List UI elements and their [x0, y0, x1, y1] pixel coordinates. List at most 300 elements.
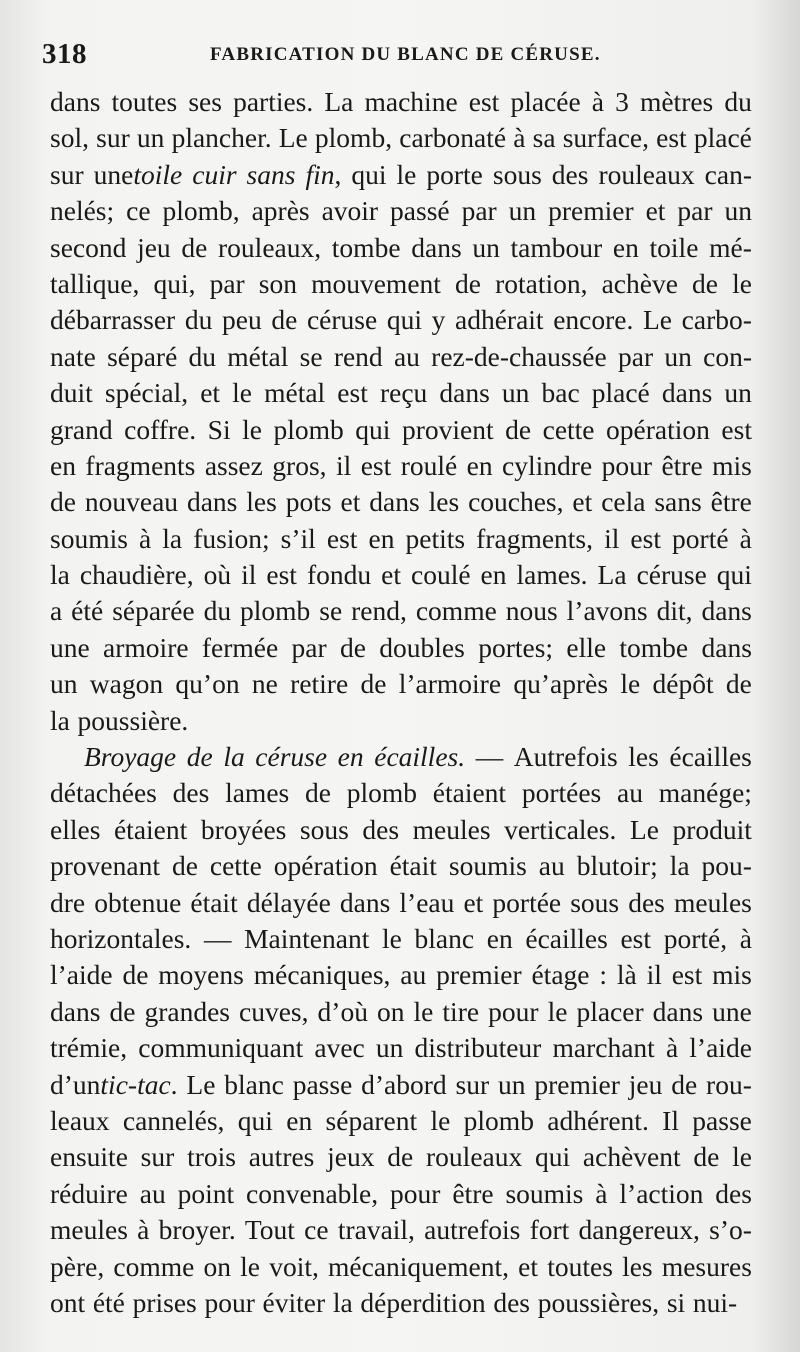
- word: trémie,: [50, 1032, 128, 1064]
- word: broyer.: [158, 1214, 236, 1246]
- word: qui,: [153, 267, 196, 299]
- word: ensuite: [50, 1141, 128, 1173]
- word: lames: [225, 777, 290, 809]
- word: Le: [643, 304, 673, 336]
- word: était: [190, 886, 238, 918]
- word: métal: [264, 377, 326, 409]
- text-line: [50, 885, 752, 921]
- word: au: [400, 959, 427, 991]
- word: qu’après: [513, 668, 609, 700]
- word: marchant: [552, 1032, 655, 1064]
- text-line: [50, 957, 752, 993]
- text-line: [50, 630, 752, 666]
- word: adhérent.: [547, 1104, 649, 1136]
- word: le: [430, 1104, 451, 1136]
- word: cuves,: [239, 995, 309, 1027]
- word: sol,: [50, 122, 89, 154]
- word: convenable,: [246, 1177, 379, 1209]
- word: à: [739, 522, 752, 554]
- word: toutes: [111, 86, 178, 117]
- word: les: [622, 1250, 653, 1282]
- word: si: [666, 1286, 686, 1318]
- word: Tout: [244, 1214, 295, 1246]
- word: Le: [186, 1068, 216, 1100]
- word: fragments: [85, 449, 196, 481]
- word: de: [171, 850, 198, 882]
- word: communiquant: [138, 1032, 304, 1064]
- word: de: [109, 995, 136, 1027]
- word: pour: [390, 1177, 441, 1209]
- word: :: [599, 959, 607, 991]
- word: tire: [442, 995, 480, 1027]
- word: qui: [535, 1141, 571, 1173]
- word: armoire: [103, 631, 189, 663]
- text-line: [50, 921, 752, 957]
- word: meules: [673, 886, 752, 918]
- word: porte: [426, 158, 483, 190]
- word: délayée: [246, 886, 331, 918]
- word: rez-de-chaussée: [431, 340, 607, 372]
- word: opération: [606, 413, 710, 445]
- word: parties.: [233, 86, 314, 117]
- text-line: [50, 1212, 752, 1248]
- word: il: [604, 522, 620, 554]
- word: surface,: [562, 122, 649, 154]
- word: plomb,: [162, 195, 240, 227]
- word: un: [498, 1068, 526, 1100]
- word: elle: [566, 631, 607, 663]
- word: obtenue: [94, 886, 182, 918]
- running-title: FABRICATION DU BLANC DE CÉRUSE.: [210, 44, 601, 65]
- word: can-: [704, 158, 752, 190]
- word: cuir: [192, 158, 237, 190]
- word: doubles: [379, 631, 465, 663]
- word: jeux: [327, 1141, 375, 1173]
- word: point: [177, 1177, 235, 1209]
- text-line: [50, 1139, 752, 1175]
- text-line: [50, 1249, 752, 1285]
- word: placé: [591, 377, 650, 409]
- word: au: [393, 340, 420, 372]
- word: nous: [505, 595, 558, 627]
- word: à: [139, 522, 152, 554]
- word: a: [50, 595, 63, 627]
- word: ont: [50, 1286, 86, 1318]
- word: trois: [187, 1141, 236, 1173]
- word: écailles: [669, 741, 752, 773]
- word: s’o-: [709, 1214, 752, 1246]
- word: premier: [548, 195, 634, 227]
- word: de: [271, 304, 298, 336]
- word: et: [518, 1250, 539, 1282]
- word: Le: [278, 122, 308, 154]
- word: céruse: [636, 559, 707, 591]
- word: de: [725, 668, 752, 700]
- word: été: [71, 595, 104, 627]
- word: l’aide: [689, 1032, 752, 1064]
- word: et: [340, 486, 361, 518]
- word: leaux: [50, 1104, 110, 1136]
- text-line: [50, 266, 752, 302]
- word: ses: [188, 86, 222, 117]
- word: tombe: [331, 231, 401, 263]
- word: dans: [411, 231, 462, 263]
- word: la: [223, 741, 245, 773]
- word: des: [172, 777, 210, 809]
- word: en: [337, 741, 364, 773]
- word: sous: [570, 886, 620, 918]
- word: gros,: [272, 449, 327, 481]
- word: tombe: [619, 631, 689, 663]
- word: l’aide: [50, 959, 113, 991]
- word: le: [732, 267, 752, 299]
- word: un: [664, 340, 692, 372]
- word: une: [712, 995, 752, 1027]
- word: les: [428, 486, 460, 518]
- word: mis: [712, 959, 752, 991]
- text-line: [50, 412, 752, 448]
- word: rend,: [351, 595, 407, 627]
- word: ce: [304, 1214, 329, 1246]
- text-line: [50, 775, 752, 811]
- word: de: [122, 959, 149, 991]
- word: nui-: [692, 1286, 738, 1318]
- word: soumis: [505, 1177, 584, 1209]
- word: de: [305, 777, 331, 809]
- word: 3: [615, 86, 629, 117]
- word: des: [628, 886, 665, 918]
- word: le: [620, 668, 641, 700]
- word: reçu: [379, 377, 428, 409]
- word: nelés;: [50, 195, 115, 227]
- word: des: [715, 1177, 752, 1209]
- word: est: [337, 377, 368, 409]
- word: de: [340, 631, 366, 663]
- word: Il: [662, 1104, 679, 1136]
- word: être: [661, 449, 703, 481]
- word: con-: [703, 340, 752, 372]
- word: de: [693, 1141, 720, 1173]
- word: un: [472, 231, 500, 263]
- text-line: [50, 302, 752, 338]
- word: à: [595, 1177, 608, 1209]
- text-line: [50, 703, 752, 739]
- word: toutes: [547, 1250, 613, 1282]
- word: séparée: [112, 595, 195, 627]
- word: se: [319, 595, 343, 627]
- word: et: [381, 559, 401, 591]
- word: le: [732, 1141, 752, 1173]
- word: un: [375, 1032, 404, 1064]
- word: dans: [439, 377, 490, 409]
- word: des: [493, 1286, 530, 1318]
- word: dans: [701, 595, 752, 627]
- word: verticales.: [504, 813, 617, 845]
- word: fermée: [201, 631, 279, 663]
- word: soumis: [50, 522, 128, 554]
- word: pour: [601, 449, 653, 481]
- word: est: [326, 522, 358, 554]
- word: par: [209, 267, 245, 299]
- word: réduire: [50, 1177, 128, 1209]
- text-line: [50, 193, 752, 229]
- word: nouveau: [84, 486, 179, 518]
- word: de: [505, 413, 532, 445]
- word: poussière.: [77, 704, 189, 736]
- text-line: [50, 230, 752, 266]
- word: rouleaux: [598, 158, 695, 190]
- word: meules: [50, 1214, 128, 1246]
- word: ne: [251, 668, 278, 700]
- word: en: [50, 449, 76, 481]
- word: été: [92, 1286, 125, 1318]
- word: à: [137, 1214, 150, 1246]
- word: le: [242, 413, 262, 445]
- word: est: [721, 413, 752, 445]
- word: fragments,: [476, 522, 594, 554]
- word: le: [547, 995, 568, 1027]
- word: coffre.: [124, 413, 197, 445]
- word: rouleaux,: [218, 231, 322, 263]
- word: en: [286, 1104, 313, 1136]
- word: à: [513, 122, 526, 154]
- word: provenant: [50, 850, 160, 882]
- text-line: [50, 375, 752, 411]
- word: père,: [50, 1250, 105, 1282]
- word: pour: [204, 1286, 255, 1318]
- word: le: [232, 377, 253, 409]
- text-line: [50, 120, 752, 156]
- word: premier: [534, 1068, 620, 1100]
- word: de: [181, 231, 208, 263]
- word: écailles: [525, 922, 608, 954]
- word: d’où: [317, 995, 368, 1027]
- word: dans: [661, 377, 713, 409]
- word: est: [630, 522, 661, 554]
- word: fusion;: [193, 522, 270, 554]
- word: et: [572, 486, 593, 518]
- word: elles: [50, 813, 101, 845]
- word: mé-: [709, 231, 752, 263]
- text-line: [50, 848, 752, 884]
- word: dre: [50, 886, 86, 918]
- word: écailles.: [374, 741, 466, 773]
- word: il: [646, 959, 662, 991]
- word: de: [186, 741, 213, 773]
- word: manége;: [658, 777, 752, 809]
- word: fondu: [306, 559, 372, 591]
- word: séparent: [325, 1104, 418, 1136]
- word: nate: [50, 340, 96, 372]
- word: comme: [415, 595, 497, 627]
- word: fin,: [305, 158, 342, 190]
- word: l’avons: [566, 595, 648, 627]
- word: broyées: [200, 813, 287, 845]
- word: placée: [510, 86, 581, 117]
- word: à: [739, 922, 752, 954]
- word: qui: [351, 158, 387, 190]
- text-line: [50, 157, 752, 193]
- word: un: [50, 668, 78, 700]
- word: l’action: [619, 1177, 704, 1209]
- word: après: [251, 195, 310, 227]
- word: le: [240, 1250, 261, 1282]
- word: second: [50, 231, 127, 263]
- word: un: [724, 195, 752, 227]
- word: mécaniques,: [253, 959, 391, 991]
- word: plomb: [346, 777, 418, 809]
- text-line: [50, 994, 752, 1030]
- word: peu: [221, 304, 262, 336]
- word: on: [203, 1250, 231, 1282]
- word: en: [486, 922, 513, 954]
- word: avoir: [321, 195, 379, 227]
- text-line: [50, 812, 752, 848]
- word: est: [620, 922, 652, 954]
- word: cette: [542, 413, 595, 445]
- text-line: [50, 339, 752, 375]
- text-line: [50, 666, 752, 702]
- word: lames.: [516, 559, 588, 591]
- word: et: [200, 377, 221, 409]
- text-line: [50, 84, 752, 120]
- page-header: [42, 38, 762, 78]
- word: dans: [339, 886, 391, 918]
- word: il: [241, 559, 257, 591]
- word: les: [628, 741, 659, 773]
- word: opération: [273, 850, 378, 882]
- word: sous: [299, 813, 349, 845]
- word: blanc: [224, 1068, 284, 1100]
- word: du: [203, 595, 232, 627]
- word: sur: [455, 1068, 490, 1100]
- word: la: [162, 522, 183, 554]
- word: unetoile: [93, 158, 183, 190]
- word: de: [50, 486, 76, 518]
- word: carbonaté: [399, 122, 507, 154]
- word: céruse: [255, 741, 328, 773]
- text-line: [50, 1030, 752, 1066]
- text-line: [50, 593, 752, 629]
- word: on: [377, 995, 405, 1027]
- word: être: [710, 486, 752, 518]
- word: dans: [652, 995, 704, 1027]
- word: qu’on: [175, 668, 240, 700]
- word: un: [724, 377, 752, 409]
- word: moyens: [158, 959, 244, 991]
- text-line: [50, 484, 752, 520]
- word: se: [299, 340, 323, 372]
- word: duit: [50, 377, 93, 409]
- word: la: [332, 1286, 353, 1318]
- word: le: [382, 922, 402, 954]
- word: détachées: [50, 777, 157, 809]
- word: La: [597, 559, 627, 591]
- word: déperdition: [360, 1286, 486, 1318]
- word: La: [324, 86, 354, 117]
- word: wagon: [89, 668, 164, 700]
- page-number: 318: [42, 38, 87, 70]
- word: rou-: [706, 1068, 752, 1100]
- word: blutoir;: [576, 850, 658, 882]
- word: rend: [333, 340, 383, 372]
- word: au: [617, 777, 643, 809]
- word: bac: [541, 377, 580, 409]
- word: sur: [96, 122, 130, 154]
- word: un: [501, 377, 530, 409]
- word: en: [612, 231, 639, 263]
- word: plomb,: [314, 122, 393, 154]
- word: coulé: [410, 559, 471, 591]
- word: tambour: [510, 231, 603, 263]
- word: d’untic-tac.: [50, 1068, 178, 1100]
- word: des: [362, 813, 400, 845]
- word: travail,: [337, 1214, 415, 1246]
- word: qui: [386, 304, 422, 336]
- text-line: [50, 1285, 752, 1321]
- word: par: [291, 631, 327, 663]
- word: adhérait: [455, 304, 544, 336]
- word: Autrefois: [513, 741, 618, 773]
- word: premier: [436, 959, 522, 991]
- word: est: [468, 86, 500, 117]
- word: du: [184, 304, 213, 336]
- word: passe: [292, 1068, 353, 1100]
- word: plomb: [463, 1104, 534, 1136]
- word: portées: [521, 777, 602, 809]
- word: séparé: [107, 340, 178, 372]
- word: prises: [132, 1286, 197, 1318]
- word: couches,: [468, 486, 564, 518]
- word: mécaniquement,: [328, 1250, 509, 1282]
- word: éviter: [262, 1286, 326, 1318]
- word: en: [368, 522, 395, 554]
- word: rouleaux: [426, 1141, 523, 1173]
- word: dangereux,: [578, 1214, 700, 1246]
- word: du: [188, 340, 217, 372]
- word: toile: [649, 231, 699, 263]
- word: céruse: [306, 304, 378, 336]
- word: au: [538, 850, 565, 882]
- word: produit: [672, 813, 752, 845]
- word: rotation,: [495, 267, 588, 299]
- word: est: [360, 449, 392, 481]
- word: distributeur: [414, 1032, 542, 1064]
- word: par: [677, 195, 713, 227]
- word: dans: [701, 631, 752, 663]
- word: débarrasser: [50, 304, 176, 336]
- word: porté,: [663, 922, 728, 954]
- word: Le: [629, 813, 659, 845]
- word: sur: [50, 158, 84, 190]
- word: retire: [290, 668, 349, 700]
- word: une: [50, 631, 90, 663]
- text-line: [50, 1103, 752, 1139]
- word: tallique,: [50, 267, 140, 299]
- word: un: [136, 122, 165, 154]
- word: grand: [50, 413, 113, 445]
- word: est: [266, 559, 297, 591]
- word: où: [203, 559, 232, 591]
- text-line: [50, 1176, 752, 1212]
- word: cette: [209, 850, 262, 882]
- word: à: [591, 86, 604, 117]
- word: étaient: [432, 777, 507, 809]
- word: de: [455, 267, 481, 299]
- word: est: [656, 122, 687, 154]
- word: provient: [401, 413, 494, 445]
- word: fort: [529, 1214, 570, 1246]
